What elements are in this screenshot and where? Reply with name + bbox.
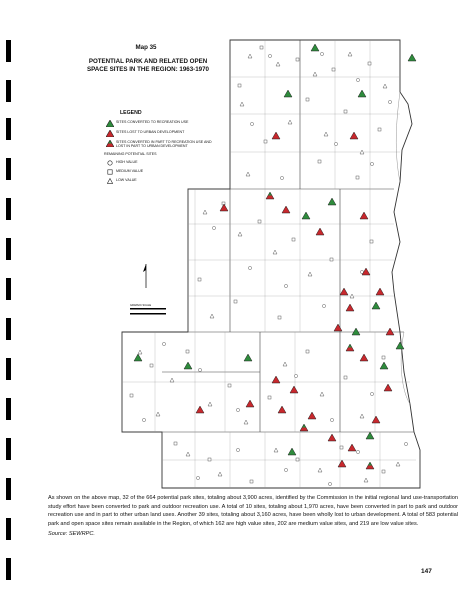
county-boundaries xyxy=(122,40,414,488)
binding-mark xyxy=(6,318,11,340)
north-arrow-icon xyxy=(143,264,146,288)
graphic-scale xyxy=(130,303,166,315)
source-note: Source: SEWRPC. xyxy=(48,531,95,537)
converted-sites xyxy=(134,44,416,455)
map-caption: As shown on the above map, 32 of the 664 potential park sites, totaling about 3,900 acres, identified by the Commission in the initial regional land use-transportation study effort have been converted to park and outdoor recreation use. A total of 10 sites, totaling about 1,970 acres, have been converted in part to park and outdoor recreation use and in part to other urban land uses. Another 39 sites, totaling about 3,160 acres, have been wholly lost to urban development. A total of 583 potential park and open space sites remain available in the Region, of which 162 are high value sites, 202 are medium value sites, and 219 are low value sites. xyxy=(48,495,458,527)
legend-lost-label: SITES LOST TO URBAN DEVELOPMENT xyxy=(116,129,185,134)
binding-mark xyxy=(6,558,11,580)
medium-value-sites xyxy=(130,46,385,483)
binding-mark xyxy=(6,198,11,220)
legend-title: LEGEND xyxy=(120,110,142,116)
high-value-sites xyxy=(142,52,407,485)
map-number: Map 35 xyxy=(135,44,157,51)
binding-mark xyxy=(6,158,11,180)
legend-remaining-heading: REMAINING POTENTIAL SITES xyxy=(104,152,157,157)
legend-converted-label: SITES CONVERTED TO RECREATION USE xyxy=(116,119,189,124)
region-map xyxy=(100,32,460,492)
legend-partial-label: SITES CONVERTED IN PART TO RECREATION USE AND LOST IN PART TO URBAN DEVELOPMENT xyxy=(116,139,212,148)
scale-label: GRAPHIC SCALE xyxy=(130,304,152,307)
binding-mark xyxy=(6,278,11,300)
map-title: POTENTIAL PARK AND RELATED OPEN SPACE SITES IN THE REGION: 1963-1970 xyxy=(87,58,209,73)
binding-mark xyxy=(6,118,11,140)
legend-high-label: HIGH VALUE xyxy=(116,159,138,164)
binding-mark xyxy=(6,398,11,420)
binding-mark xyxy=(6,518,11,540)
township-grid xyxy=(122,40,416,488)
binding-mark xyxy=(6,80,11,102)
page-number: 147 xyxy=(421,568,432,575)
binding-mark xyxy=(6,40,11,62)
binding-mark xyxy=(6,358,11,380)
binding-mark xyxy=(6,478,11,500)
binding-mark xyxy=(6,238,11,260)
legend-low-label: LOW VALUE xyxy=(116,177,137,182)
legend-medium-label: MEDIUM VALUE xyxy=(116,168,144,173)
binding-mark xyxy=(6,438,11,460)
low-value-sites xyxy=(138,52,400,482)
